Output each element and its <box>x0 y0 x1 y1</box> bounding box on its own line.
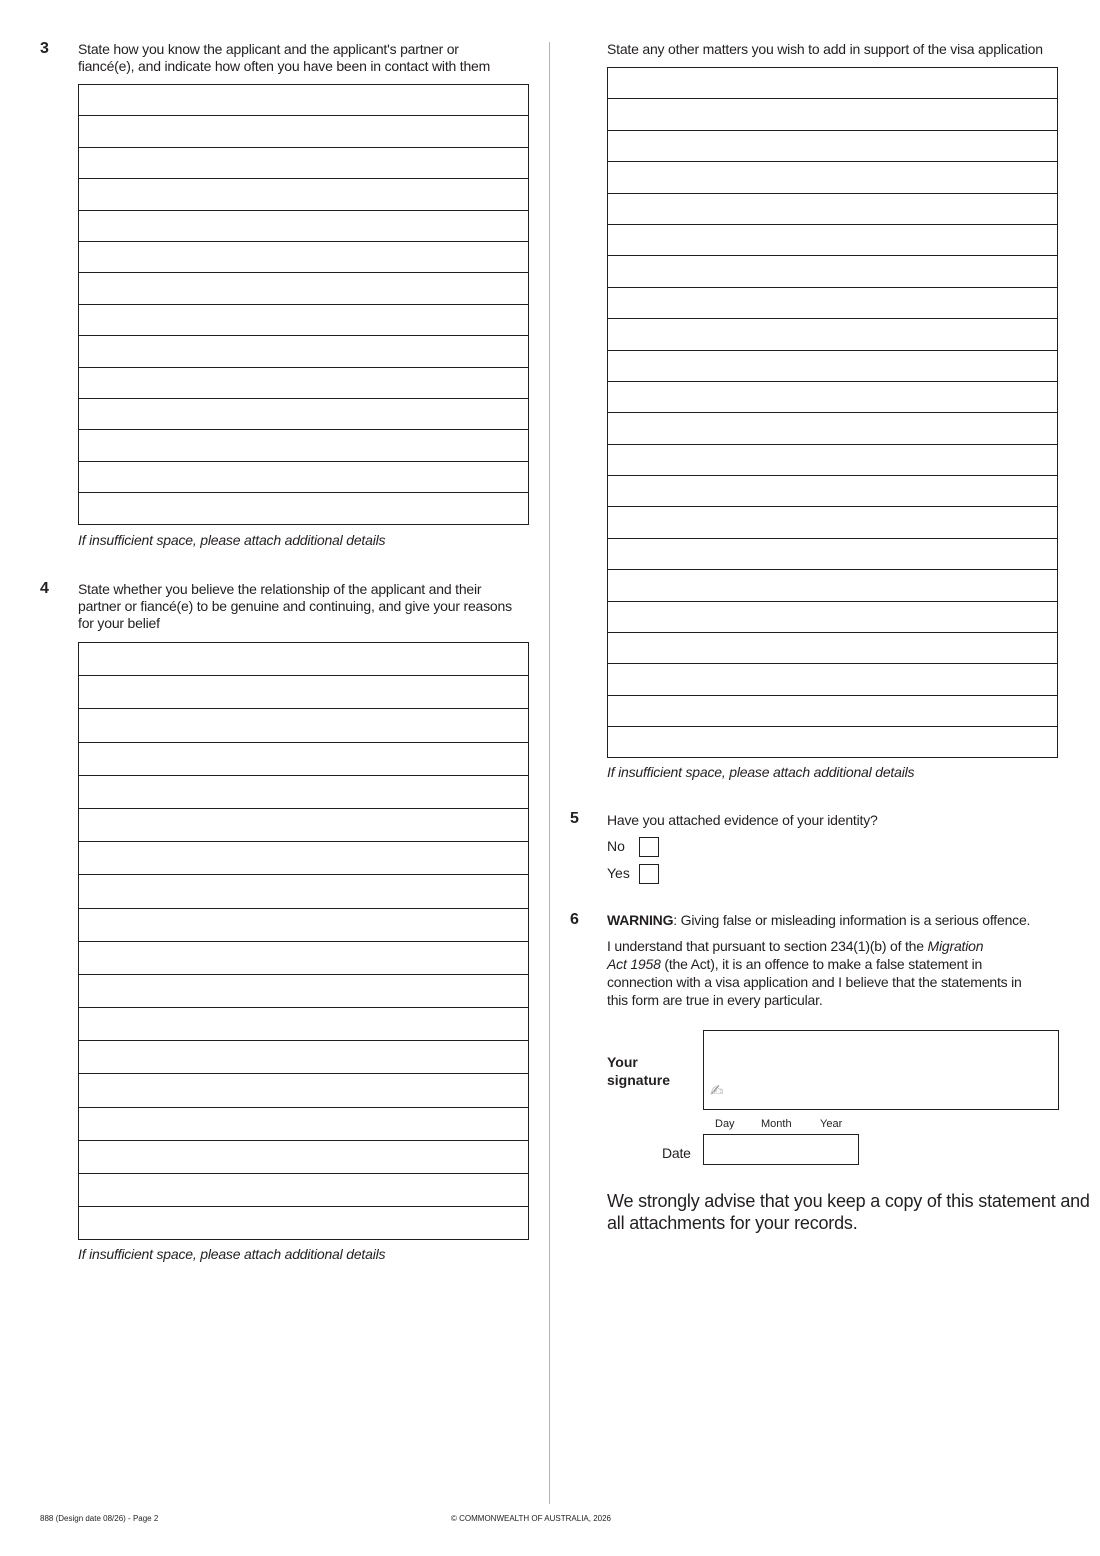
signature-label <box>607 1053 670 1089</box>
answer-line[interactable] <box>79 1008 528 1041</box>
answer-line[interactable] <box>79 116 528 147</box>
signature-label-line1: Your <box>607 1054 638 1070</box>
q6-warning-label: WARNING <box>607 912 674 928</box>
answer-line[interactable] <box>79 462 528 493</box>
q5-yes-checkbox[interactable] <box>639 864 659 884</box>
answer-line[interactable] <box>608 99 1057 130</box>
q4-number: 4 <box>40 580 49 597</box>
answer-line[interactable] <box>608 131 1057 162</box>
other-matters-question: State any other matters you wish to add in support of the visa application <box>607 41 1043 57</box>
answer-line[interactable] <box>608 727 1057 758</box>
day-label: Day <box>715 1118 735 1130</box>
q3-answer-area[interactable] <box>78 84 529 525</box>
q6-decl-line1b: Migration <box>927 938 984 954</box>
answer-line[interactable] <box>79 1207 528 1240</box>
answer-line[interactable] <box>608 570 1057 601</box>
signature-box[interactable] <box>703 1030 1059 1110</box>
answer-line[interactable] <box>608 194 1057 225</box>
answer-line[interactable] <box>79 776 528 809</box>
answer-line[interactable] <box>79 743 528 776</box>
answer-line[interactable] <box>79 1174 528 1207</box>
advice-text <box>607 1190 1090 1234</box>
other-matters-answer-area[interactable] <box>607 67 1058 758</box>
answer-line[interactable] <box>79 179 528 210</box>
answer-line[interactable] <box>79 1074 528 1107</box>
answer-line[interactable] <box>79 493 528 524</box>
q6-decl-line2b: (the Act), it is an offence to make a false statement in <box>660 956 983 972</box>
answer-line[interactable] <box>79 85 528 116</box>
answer-line[interactable] <box>608 476 1057 507</box>
answer-line[interactable] <box>608 351 1057 382</box>
pen-icon: ✍ <box>710 1083 724 1100</box>
answer-line[interactable] <box>608 319 1057 350</box>
answer-line[interactable] <box>79 242 528 273</box>
answer-line[interactable] <box>79 368 528 399</box>
q5-option-yes[interactable] <box>607 862 659 884</box>
q6-number: 6 <box>570 911 579 928</box>
q4-question <box>78 581 512 632</box>
answer-line[interactable] <box>608 288 1057 319</box>
q3-question-line1: State how you know the applicant and the applicant's partner or <box>78 41 459 57</box>
answer-line[interactable] <box>79 909 528 942</box>
answer-line[interactable] <box>79 148 528 179</box>
answer-line[interactable] <box>79 1108 528 1141</box>
q3-number: 3 <box>40 40 49 57</box>
answer-line[interactable] <box>79 942 528 975</box>
q6-warning <box>607 912 1030 929</box>
answer-line[interactable] <box>608 507 1057 538</box>
signature-label-line2: signature <box>607 1072 671 1088</box>
q3-note: If insufficient space, please attach additional details <box>78 532 386 548</box>
q4-question-line1: State whether you believe the relationship of the applicant and their <box>78 581 482 597</box>
answer-line[interactable] <box>79 975 528 1008</box>
q3-question <box>78 41 490 75</box>
advice-line1: We strongly advise that you keep a copy of this statement and <box>607 1191 1090 1211</box>
answer-line[interactable] <box>608 664 1057 695</box>
footer-copyright: © COMMONWEALTH OF AUSTRALIA, 2026 <box>451 1514 611 1523</box>
date-field[interactable] <box>703 1134 859 1165</box>
year-label: Year <box>820 1118 843 1130</box>
advice-line2: all attachments for your records. <box>607 1213 858 1233</box>
answer-line[interactable] <box>608 162 1057 193</box>
q5-yes-label: Yes <box>607 865 630 881</box>
answer-line[interactable] <box>608 256 1057 287</box>
answer-line[interactable] <box>79 399 528 430</box>
column-divider <box>549 42 550 1504</box>
q6-decl-line3: connection with a visa application and I believe that the statements in <box>607 974 1022 990</box>
q6-declaration <box>607 937 1022 1009</box>
q3-question-line2: fiancé(e), and indicate how often you have been in contact with them <box>78 58 491 74</box>
q4-question-line3: for your belief <box>78 615 160 631</box>
answer-line[interactable] <box>608 696 1057 727</box>
other-matters-note: If insufficient space, please attach additional details <box>607 764 915 780</box>
answer-line[interactable] <box>79 709 528 742</box>
q5-question: Have you attached evidence of your identity? <box>607 812 878 828</box>
answer-line[interactable] <box>608 413 1057 444</box>
answer-line[interactable] <box>608 68 1057 99</box>
answer-line[interactable] <box>79 305 528 336</box>
answer-line[interactable] <box>79 430 528 461</box>
answer-line[interactable] <box>79 1141 528 1174</box>
answer-line[interactable] <box>79 336 528 367</box>
q4-answer-area[interactable] <box>78 642 529 1240</box>
answer-line[interactable] <box>79 273 528 304</box>
q6-warning-text: : Giving false or misleading information is a serious offence. <box>673 912 1031 928</box>
answer-line[interactable] <box>608 225 1057 256</box>
answer-line[interactable] <box>79 676 528 709</box>
answer-line[interactable] <box>608 382 1057 413</box>
q5-number: 5 <box>570 810 579 827</box>
answer-line[interactable] <box>79 1041 528 1074</box>
date-label: Date <box>662 1145 691 1161</box>
q5-no-label: No <box>607 838 625 854</box>
answer-line[interactable] <box>608 602 1057 633</box>
answer-line[interactable] <box>608 633 1057 664</box>
answer-line[interactable] <box>79 643 528 676</box>
answer-line[interactable] <box>608 445 1057 476</box>
answer-line[interactable] <box>608 539 1057 570</box>
answer-line[interactable] <box>79 211 528 242</box>
q5-option-no[interactable] <box>607 835 659 857</box>
answer-line[interactable] <box>79 809 528 842</box>
month-label: Month <box>761 1118 792 1130</box>
q5-no-checkbox[interactable] <box>639 837 659 857</box>
answer-line[interactable] <box>79 875 528 908</box>
q6-decl-line4: this form are true in every particular. <box>607 992 823 1008</box>
q4-note: If insufficient space, please attach additional details <box>78 1246 386 1262</box>
q4-question-line2: partner or fiancé(e) to be genuine and continuing, and give your reasons <box>78 598 512 614</box>
footer-left: 888 (Design date 08/26) - Page 2 <box>40 1514 159 1523</box>
q6-decl-line2a: Act 1958 <box>607 956 661 972</box>
q6-decl-line1a: I understand that pursuant to section 234(1)(b) of the <box>607 938 928 954</box>
answer-line[interactable] <box>79 842 528 875</box>
